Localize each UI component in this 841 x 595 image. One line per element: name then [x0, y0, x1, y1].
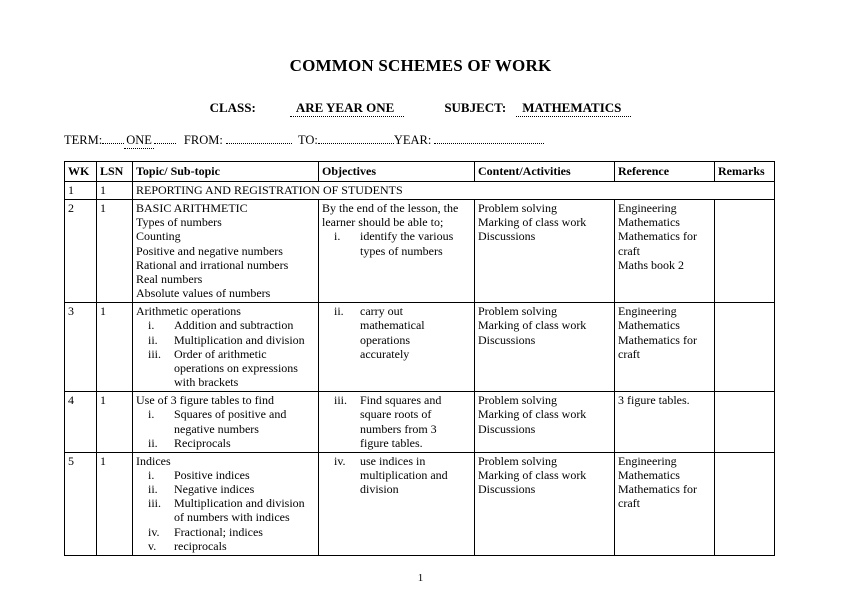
cell-wk: 1 — [65, 182, 97, 200]
term-leader-dots — [154, 132, 176, 144]
cell-content-activities: Problem solving Marking of class work Discussions — [475, 452, 615, 555]
cell-wk: 5 — [65, 452, 97, 555]
year-label: YEAR: — [393, 133, 432, 147]
cell-reference: 3 figure tables. — [615, 392, 715, 453]
cell-wk: 2 — [65, 200, 97, 303]
table-row — [65, 182, 775, 200]
cell-spanning-topic: REPORTING AND REGISTRATION OF STUDENTS — [133, 182, 775, 200]
from-blank — [226, 132, 292, 144]
table-body — [65, 182, 775, 556]
term-label: TERM: — [64, 133, 103, 147]
table-row — [65, 200, 775, 303]
cell-content-activities: Problem solving Marking of class work Discussions — [475, 392, 615, 453]
cell-topic: Indices i. Positive indices ii. Negative indices iii. Multiplication and division of numbers with indices iv. Fractional; indices v. reciprocals — [133, 452, 319, 555]
cell-topic: BASIC ARITHMETIC Types of numbers Counting Positive and negative numbers Rational and irrational numbers Real numbers Absolute values of numbers — [133, 200, 319, 303]
cell-reference: Engineering Mathematics Mathematics for craft — [615, 452, 715, 555]
term-value: ONE — [126, 133, 152, 147]
cell-objectives: ii. carry out mathematical operations accurately — [319, 303, 475, 392]
cell-remarks — [715, 303, 775, 392]
column-header-topic: Topic/ Sub-topic — [133, 162, 319, 182]
cell-lsn: 1 — [97, 392, 133, 453]
cell-reference: Engineering Mathematics Mathematics for craft Maths book 2 — [615, 200, 715, 303]
cell-remarks — [715, 392, 775, 453]
subject-label: SUBJECT: — [444, 100, 507, 115]
column-header-wk: WK — [65, 162, 97, 182]
cell-objectives: By the end of the lesson, the learner should be able to; i. identify the various types of numbers — [319, 200, 475, 303]
cell-objectives: iii. Find squares and square roots of numbers from 3 figure tables. — [319, 392, 475, 453]
cell-topic: Use of 3 figure tables to find i. Squares of positive and negative numbers ii. Reciprocals — [133, 392, 319, 453]
page-number: 1 — [417, 571, 424, 584]
cell-wk: 3 — [65, 303, 97, 392]
document-title: COMMON SCHEMES OF WORK — [289, 56, 552, 75]
term-leader-dots — [102, 132, 124, 144]
year-blank — [434, 132, 544, 144]
term-line — [64, 132, 777, 148]
class-subject-line — [64, 100, 777, 116]
cell-content-activities: Problem solving Marking of class work Discussions — [475, 303, 615, 392]
column-header-lsn: LSN — [97, 162, 133, 182]
column-header-reference: Reference — [615, 162, 715, 182]
schemes-of-work-table — [64, 161, 775, 556]
subject-value: MATHEMATICS — [516, 100, 631, 117]
cell-topic: Arithmetic operations i. Addition and subtraction ii. Multiplication and division iii. Order of arithmetic operations on expressions with brackets — [133, 303, 319, 392]
table-row — [65, 303, 775, 392]
class-label: CLASS: — [209, 100, 256, 115]
cell-wk: 4 — [65, 392, 97, 453]
table-header-row — [65, 162, 775, 182]
to-label: TO: — [297, 133, 318, 147]
cell-reference: Engineering Mathematics Mathematics for craft — [615, 303, 715, 392]
table-row — [65, 452, 775, 555]
to-blank — [318, 132, 394, 144]
cell-lsn: 1 — [97, 303, 133, 392]
table-row — [65, 392, 775, 453]
cell-remarks — [715, 452, 775, 555]
cell-lsn: 1 — [97, 182, 133, 200]
column-header-objectives: Objectives — [319, 162, 475, 182]
cell-objectives: iv. use indices in multiplication and division — [319, 452, 475, 555]
column-header-remarks: Remarks — [715, 162, 775, 182]
class-value: ARE YEAR ONE — [290, 100, 404, 117]
cell-lsn: 1 — [97, 200, 133, 303]
from-label: FROM: — [183, 133, 223, 147]
cell-content-activities: Problem solving Marking of class work Discussions — [475, 200, 615, 303]
cell-remarks — [715, 200, 775, 303]
cell-lsn: 1 — [97, 452, 133, 555]
column-header-content: Content/Activities — [475, 162, 615, 182]
